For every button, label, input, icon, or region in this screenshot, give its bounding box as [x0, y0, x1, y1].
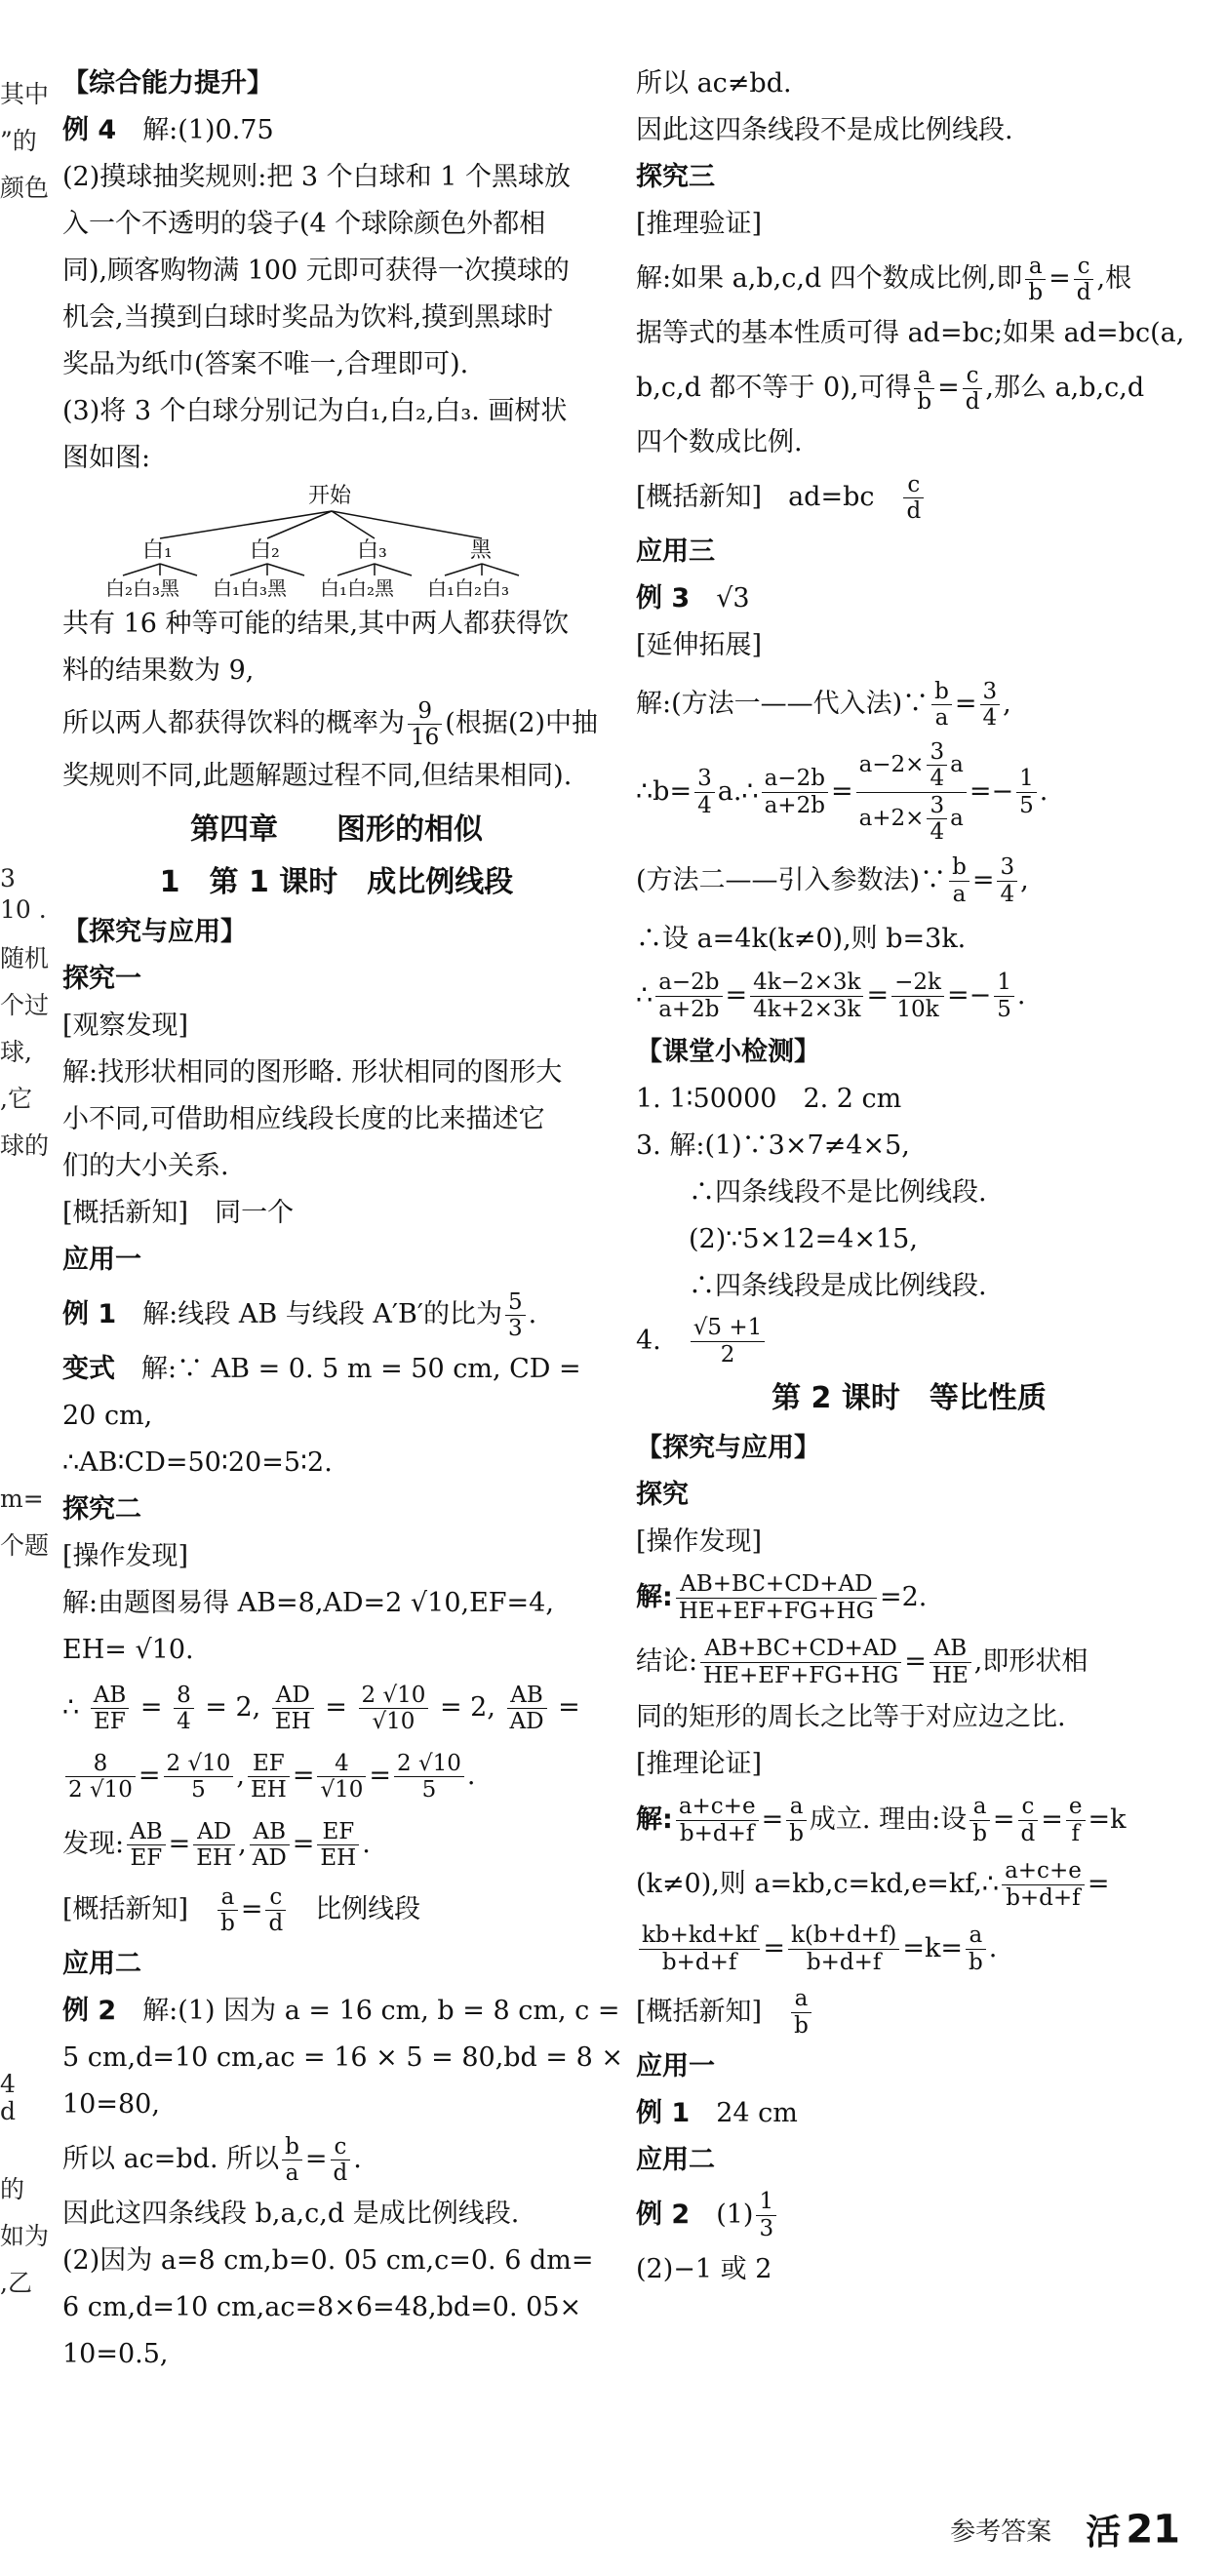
summary-line: [概括新知] $\frac{a}{b}$ — [636, 1981, 1182, 2043]
text-line: 因此这四条线段不是成比例线段. — [636, 115, 1013, 145]
fraction: $\frac{b}{a}$ — [949, 854, 970, 907]
text-line: 所以 ac=bd. 所以 $\frac{b}{a}$ = $\frac{c}{d}$ . — [62, 2133, 362, 2186]
fraction: $\frac{a}{b}$ — [966, 1922, 986, 1975]
text-line: 图如图: — [62, 443, 151, 473]
subsection-heading: 应用一 — [636, 2050, 715, 2081]
text-line: 所以 ac≠bd. — [636, 68, 792, 99]
fraction: $\frac{c}{d}$ — [963, 363, 983, 416]
fraction: $\frac{4k-2\times 3k}{4k+2\times 3k}$ — [750, 970, 863, 1022]
fraction: $\frac{1}{5}$ — [994, 970, 1014, 1022]
tree-leaf-group: 白₁白₃黑 — [213, 576, 288, 600]
tree-node-label: 白₃ — [357, 538, 387, 563]
text-line: 10=80, — [62, 2089, 160, 2120]
lesson-title: 1 第 1 课时 成比例线段 — [159, 865, 514, 899]
fraction: $\frac{e}{f}$ — [1066, 1794, 1086, 1846]
example-line: 例 1 24 cm — [636, 2097, 798, 2128]
example-4-line: 例 4 解:(1)0.75 — [62, 115, 274, 145]
right-column — [636, 60, 1185, 2293]
finding-line: 发现: $\frac{AB}{EF}$ = $\frac{AD}{EH}$ , $\frac{AB}{AD}$ = $\frac{EF}{EH}$ . — [62, 1818, 371, 1871]
fraction: $\frac{kb+kd+kf}{b+d+f}$ — [639, 1922, 760, 1975]
gutter-fragment: ,乙 — [0, 2269, 32, 2297]
tree-root-label: 开始 — [308, 484, 352, 508]
fraction: $\frac{3}{4}$ — [980, 679, 1001, 732]
section-heading: 【综合能力提升】 — [62, 68, 273, 99]
text-line: b,c,d 都不等于 0),可得 $\frac{a}{b}$ = $\frac{c}{d}$ ,那么 a,b,c,d — [636, 362, 1145, 415]
tree-leaf-group: 白₂白₃黑 — [105, 576, 180, 600]
compound-fraction: a−2× $\frac{3}{4}$ a a+2× $\frac{3}{4}$ a — [856, 739, 967, 846]
section-heading: 【课堂小检测】 — [636, 1036, 820, 1067]
text-line: 四个数成比例. — [636, 427, 803, 457]
fraction: $\frac{2 √10}{√10}$ — [359, 1683, 429, 1735]
text-line: EH= √10. — [62, 1635, 194, 1665]
fraction: $\frac{√5 +1}{2}$ — [691, 1315, 766, 1367]
gutter-fragment: 4 — [0, 2070, 16, 2098]
fraction: $\frac{9}{16}$ — [408, 698, 442, 751]
fraction: $\frac{c}{d}$ — [903, 472, 924, 525]
text-line: 解:由题图易得 AB=8,AD=2 √10,EF=4, — [62, 1588, 554, 1618]
text-line: 机会,当摸到白球时奖品为饮料,摸到黑球时 — [62, 302, 554, 333]
fraction: $\frac{AB+BC+CD+AD}{HE+EF+FG+HG}$ — [676, 1571, 877, 1624]
summary-line: [概括新知] ad=bc $\frac{c}{d}$ — [636, 466, 1182, 529]
example-1-line: 例 1 解:线段 AB 与线段 A′B′的比为 $\frac{5}{3}$ . — [62, 1288, 537, 1341]
gutter-fragment: 的 — [0, 2175, 25, 2203]
tree-leaf-group: 白₁白₂黑 — [320, 576, 395, 600]
text-line: 解:找形状相同的图形略. 形状相同的图形大 — [62, 1057, 563, 1088]
bracket-heading: [操作发现] — [62, 1541, 189, 1571]
text-line: 小不同,可借助相应线段长度的比来描述它 — [62, 1104, 545, 1134]
lesson-title: 第 2 课时 等比性质 — [772, 1380, 1047, 1415]
fraction: $\frac{3}{4}$ — [694, 766, 715, 818]
fraction: $\frac{a}{b}$ — [970, 1794, 990, 1846]
text-line: 1. 1∶50000 2. 2 cm — [636, 1083, 902, 1114]
fraction: $\frac{3}{4}$ — [997, 854, 1017, 907]
gutter-fragment: 随机 — [0, 944, 50, 972]
text-line: 共有 16 种等可能的结果,其中两人都获得饮 — [62, 609, 570, 639]
fraction: $\frac{a}{b}$ — [218, 1884, 238, 1937]
conclusion-line: 结论: $\frac{AB+BC+CD+AD}{HE+EF+FG+HG}$ = $\frac{AB}{HE}$ ,即形状相 — [636, 1636, 1088, 1688]
summary-line: [概括新知] $\frac{a}{b}$ = $\frac{c}{d}$ 比例线段 — [62, 1883, 421, 1936]
fraction: $\frac{2 √10}{5}$ — [164, 1751, 234, 1803]
text-line: 同),顾客购物满 100 元即可获得一次摸球的 — [62, 256, 570, 286]
text-line: 入一个不透明的袋子(4 个球除颜色外都相 — [62, 209, 546, 239]
fraction: $\frac{5}{3}$ — [505, 1289, 526, 1342]
page-number: 21 — [1126, 2507, 1180, 2553]
fraction: $\frac{AB}{EF}$ — [91, 1683, 130, 1735]
text-line: (2)因为 a=8 cm,b=0. 05 cm,c=0. 6 dm= — [62, 2245, 594, 2276]
text-line: 料的结果数为 9, — [62, 655, 255, 686]
fraction: $\frac{8}{4}$ — [174, 1683, 194, 1735]
fraction: $\frac{a}{b}$ — [786, 1794, 807, 1846]
gutter-fragment: 个题 — [0, 1531, 50, 1560]
text-line: 解:如果 a,b,c,d 四个数成比例,即 $\frac{a}{b}$ = $\frac{c}{d}$ ,根 — [636, 253, 1132, 305]
text-line: ∴设 a=4k(k≠0),则 b=3k. — [636, 923, 967, 954]
text-line: 6 cm,d=10 cm,ac=8×6=48,bd=0. 05× — [62, 2292, 582, 2322]
fraction: $\frac{c}{d}$ — [265, 1884, 286, 1937]
ratio-line-1: ∴ $\frac{AB}{EF}$ = $\frac{8}{4}$ = 2, $\frac{AD}{EH}$ = $\frac{2 √10}{√10}$ = 2, $\frac{AB}{AD}$ = — [62, 1682, 580, 1734]
fraction: $\frac{a-2b}{a+2b}$ — [762, 766, 828, 818]
tree-node-label: 白₁ — [142, 538, 173, 563]
gutter-fragment: d — [0, 2097, 17, 2125]
fraction: $\frac{2 √10}{5}$ — [394, 1751, 464, 1803]
footer-label: 参考答案 — [950, 2517, 1052, 2547]
text-line: 同的矩形的周长之比等于对应边之比. — [636, 1701, 1066, 1732]
method-2-line: (方法二——引入参数法)∵ $\frac{b}{a}$ = $\frac{3}{4}$ , — [636, 854, 1029, 907]
gutter-fragment: 球的 — [0, 1131, 50, 1160]
gutter-fragment: 颜色 — [0, 174, 50, 202]
subsection-heading: 应用二 — [636, 2144, 715, 2175]
section-heading: 【探究与应用】 — [636, 1432, 820, 1463]
fraction: $\frac{k(b+d+f)}{b+d+f}$ — [788, 1922, 899, 1975]
text-line: 因此这四条线段 b,a,c,d 是成比例线段. — [62, 2199, 520, 2229]
gutter-fragment: 如为 — [0, 2222, 50, 2250]
example-line: 例 2 (1) $\frac{1}{3}$ — [636, 2184, 1182, 2246]
page-footer — [950, 2505, 1180, 2555]
fraction: $\frac{a}{b}$ — [791, 1986, 811, 2039]
method-1-line: 解:(方法一——代入法)∵ $\frac{b}{a}$ = $\frac{3}{4}$ , — [636, 678, 1011, 731]
probability-line: 所以两人都获得饮料的概率为 $\frac{9}{16}$ (根据(2)中抽 — [62, 697, 599, 750]
text-line: 20 cm, — [62, 1401, 153, 1431]
bracket-heading: [延伸拓展] — [636, 630, 763, 660]
text-line: 3. 解:(1)∵3×7≠4×5, — [636, 1129, 910, 1161]
fraction: $\frac{c}{d}$ — [1018, 1794, 1039, 1846]
fraction: $\frac{b}{a}$ — [282, 2134, 302, 2187]
text-line: 们的大小关系. — [62, 1151, 229, 1181]
fraction: $\frac{4}{√10}$ — [317, 1751, 366, 1803]
fraction: $\frac{AB}{EF}$ — [127, 1819, 166, 1872]
fraction: $\frac{1}{5}$ — [1016, 766, 1037, 818]
proof-line: 解: $\frac{a+c+e}{b+d+f}$ = $\frac{a}{b}$ 成立. 理由:设 $\frac{a}{b}$ = $\frac{c}{d}$ = $\frac{e}{f}$ =k — [636, 1794, 1127, 1846]
tree-node-label: 白₂ — [250, 538, 280, 563]
gutter-fragment: 3 — [0, 864, 16, 892]
text-line: 10=0.5, — [62, 2339, 169, 2369]
gutter-fragment: 10 . — [0, 895, 47, 924]
fraction: $\frac{c}{d}$ — [331, 2134, 351, 2187]
subsection-heading: 探究 — [636, 1479, 689, 1510]
fraction: $\frac{AD}{EH}$ — [193, 1819, 235, 1872]
text-line: 据等式的基本性质可得 ad=bc;如果 ad=bc(a, — [636, 318, 1185, 348]
chapter-title: 第四章 图形的相似 — [190, 812, 483, 847]
text-line: ∴AB∶CD=50∶20=5∶2. — [62, 1447, 333, 1478]
bracket-heading: [推理验证] — [636, 209, 763, 239]
text-line: (2)∵5×12=4×15, — [689, 1223, 918, 1254]
fraction: $\frac{a}{b}$ — [1025, 254, 1046, 306]
fraction: $\frac{a}{b}$ — [914, 363, 934, 416]
tree-leaf-group: 白₁白₂白₃ — [427, 576, 510, 600]
text-line: 解: $\frac{AB+BC+CD+AD}{HE+EF+FG+HG}$ =2. — [636, 1571, 928, 1624]
fraction: $\frac{-2k}{10k}$ — [891, 970, 944, 1022]
section-heading: 【探究与应用】 — [62, 917, 247, 947]
summary-line: [概括新知] 同一个 — [62, 1198, 295, 1228]
gutter-fragment: 个过 — [0, 991, 50, 1019]
bracket-heading: [操作发现] — [636, 1526, 763, 1557]
footer-brand: 活 — [1086, 2513, 1122, 2553]
text-line: (2)摸球抽奖规则:把 3 个白球和 1 个黑球放 — [62, 162, 572, 192]
tree-diagram — [62, 482, 611, 601]
fraction: $\frac{c}{d}$ — [1074, 254, 1094, 306]
text-line: ∴四条线段不是比例线段. — [689, 1176, 987, 1208]
subsection-heading: 应用一 — [62, 1245, 141, 1275]
fraction: $\frac{EF}{EH}$ — [317, 1819, 359, 1872]
fraction: $\frac{1}{3}$ — [756, 2189, 776, 2241]
example-2-line: 例 2 解:(1) 因为 a = 16 cm, b = 8 cm, c = — [62, 1996, 620, 2026]
gutter-fragment: 球, — [0, 1038, 32, 1066]
text-line: ∴四条线段是成比例线段. — [689, 1270, 987, 1301]
text-line: (2)−1 或 2 — [636, 2253, 772, 2284]
gutter-fragment: ”的 — [0, 127, 37, 155]
proof-line: $\frac{kb+kd+kf}{b+d+f}$ = $\frac{k(b+d+f)}{b+d+f}$ =k= $\frac{a}{b}$ . — [636, 1917, 1182, 1981]
text-line: (3)将 3 个白球分别记为白₁,白₂,白₃. 画树状 — [62, 396, 568, 426]
ratio-line-2: $\frac{8}{2 √10}$ = $\frac{2 √10}{5}$ , $\frac{EF}{EH}$ = $\frac{4}{√10}$ = $\frac{2 √10}{5}$ . — [62, 1742, 611, 1810]
method-1-calc: ∴b= $\frac{3}{4}$ a.∴ $\frac{a-2b}{a+2b}$ = a−2× $\frac{3}{4}$ a a+2× $\frac{3}{4}$ a =− $\frac{1}{5}$ . — [636, 739, 1049, 846]
subsection-heading: 探究二 — [62, 1494, 141, 1525]
fraction: $\frac{AB}{AD}$ — [507, 1683, 547, 1735]
fraction: $\frac{a-2b}{a+2b}$ — [655, 970, 722, 1022]
subsection-heading: 应用二 — [62, 1949, 141, 1979]
text-line: 5 cm,d=10 cm,ac = 16 × 5 = 80,bd = 8 × — [62, 2042, 624, 2073]
q4-line: 4. $\frac{√5 +1}{2}$ — [636, 1310, 1182, 1372]
fraction: $\frac{8}{2 √10}$ — [65, 1751, 136, 1803]
variant-line: 变式 解:∵ AB = 0. 5 m = 50 cm, CD = — [62, 1354, 581, 1384]
bracket-heading: [观察发现] — [62, 1011, 189, 1041]
proof-line: (k≠0),则 a=kb,c=kd,e=kf,∴ $\frac{a+c+e}{b+d+f}$ = — [636, 1858, 1110, 1911]
fraction: $\frac{b}{a}$ — [931, 679, 952, 732]
gutter-fragment: 其中 — [0, 80, 50, 108]
text-line: 奖品为纸巾(答案不唯一,合理即可). — [62, 349, 469, 379]
fraction: $\frac{a+c+e}{b+d+f}$ — [1002, 1858, 1085, 1911]
tree-node-label: 黑 — [470, 538, 493, 563]
gutter-fragment: m= — [0, 1485, 44, 1513]
subsection-heading: 探究一 — [62, 964, 141, 994]
left-column — [62, 60, 624, 2378]
fraction: $\frac{AD}{EH}$ — [272, 1683, 314, 1735]
gutter-fragment: ,它 — [0, 1085, 32, 1113]
subsection-heading: 探究三 — [636, 162, 715, 192]
method-2-calc: ∴ $\frac{a-2b}{a+2b}$ = $\frac{4k-2\times 3k}{4k+2\times 3k}$ = $\frac{-2k}{10k}$ =− $\frac{1}{5}$ . — [636, 970, 1026, 1022]
fraction: $\frac{AB}{HE}$ — [930, 1636, 971, 1688]
fraction: $\frac{EF}{EH}$ — [248, 1751, 290, 1803]
fraction: $\frac{a+c+e}{b+d+f}$ — [676, 1794, 759, 1846]
text-line: 奖规则不同,此题解题过程不同,但结果相同). — [62, 761, 573, 791]
example-3-line: 例 3 √3 — [636, 583, 750, 614]
fraction: $\frac{AB+BC+CD+AD}{HE+EF+FG+HG}$ — [700, 1636, 901, 1688]
fraction: $\frac{AB}{AD}$ — [250, 1819, 290, 1872]
subsection-heading: 应用三 — [636, 536, 715, 567]
bracket-heading: [推理论证] — [636, 1748, 763, 1779]
